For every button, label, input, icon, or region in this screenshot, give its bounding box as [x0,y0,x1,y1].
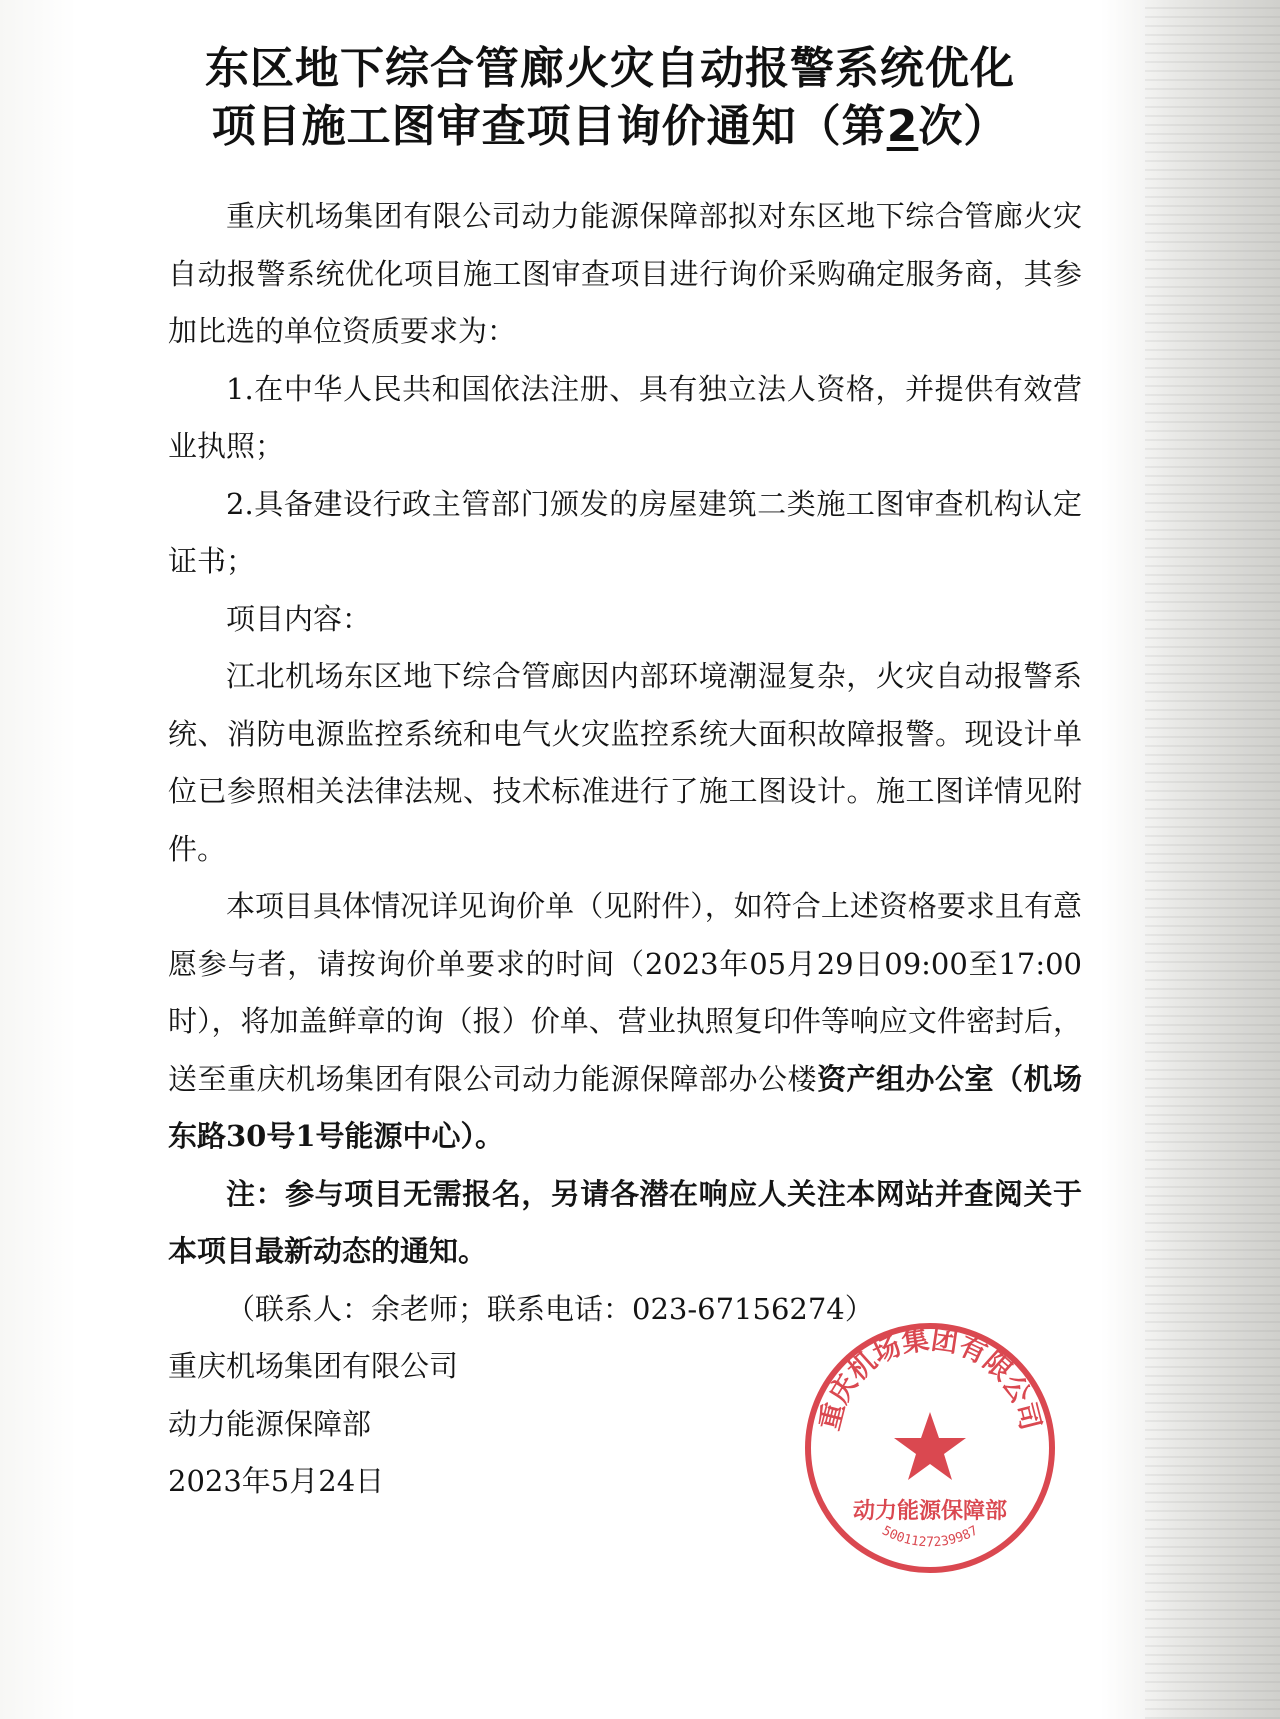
requirement-2: 2.具备建设行政主管部门颁发的房屋建筑二类施工图审查机构认定证书； [168,486,1082,578]
title-line-1: 东区地下综合管廊火灾自动报警系统优化 [205,43,1015,94]
company-seal-stamp [800,1318,1060,1578]
signature-department: 动力能源保障部 [168,1406,372,1441]
signature-company: 重庆机场集团有限公司 [168,1349,459,1383]
note-paragraph: 注：参与项目无需报名，另请各潜在响应人关注本网站并查阅关于本项目最新动态的通知。 [168,1176,1082,1268]
document-body [168,188,1082,1511]
submission-paragraph [168,878,1082,1166]
document-title [140,40,1080,156]
seal-number-text: 5001127239987 [879,1523,981,1551]
scan-edge-shadow [1145,0,1280,1719]
submission-text: 本项目具体情况详见询价单（见附件），如符合上述资格要求且有意愿参与者，请按询价单要求的时间（2023年05月29日09:00至17:00时），将加盖鲜章的询（报）价单、营业执照复印件等响应文件密封后，送至重庆机场集团有限公司动力能源保障部办公楼 [168,889,1082,1096]
submission-address: 资产组办公室（机场东路30号1号能源中心）。 [168,1061,1082,1153]
content-heading: 项目内容： [226,601,372,636]
intro-paragraph: 重庆机场集团有限公司动力能源保障部拟对东区地下综合管廊火灾自动报警系统优化项目施工图审查项目进行询价采购确定服务商，其参加比选的单位资质要求为： [168,199,1082,348]
signature-date: 2023年5月24日 [168,1464,385,1498]
seal-top-text: 重庆机场集团有限公司 [814,1324,1046,1434]
contact-line: （联系人：余老师；联系电话：023-67156274） [226,1291,874,1326]
seal-star-icon [894,1412,966,1480]
title-line-2 [140,98,1080,156]
content-paragraph: 江北机场东区地下综合管廊因内部环境潮湿复杂，火灾自动报警系统、消防电源监控系统和电气火灾监控系统大面积故障报警。现设计单位已参照相关法律法规、技术标准进行了施工图设计。施工图详情见附件。 [168,659,1082,866]
requirement-1: 1.在中华人民共和国依法注册、具有独立法人资格，并提供有效营业执照； [168,371,1082,463]
seal-department-text: 动力能源保障部 [852,1499,1008,1524]
title-round-number: 2 [886,101,919,152]
title-line-2-prefix: 项目施工图审查项目询价通知（第 [211,101,887,152]
title-line-2-suffix: 次） [918,101,1009,152]
